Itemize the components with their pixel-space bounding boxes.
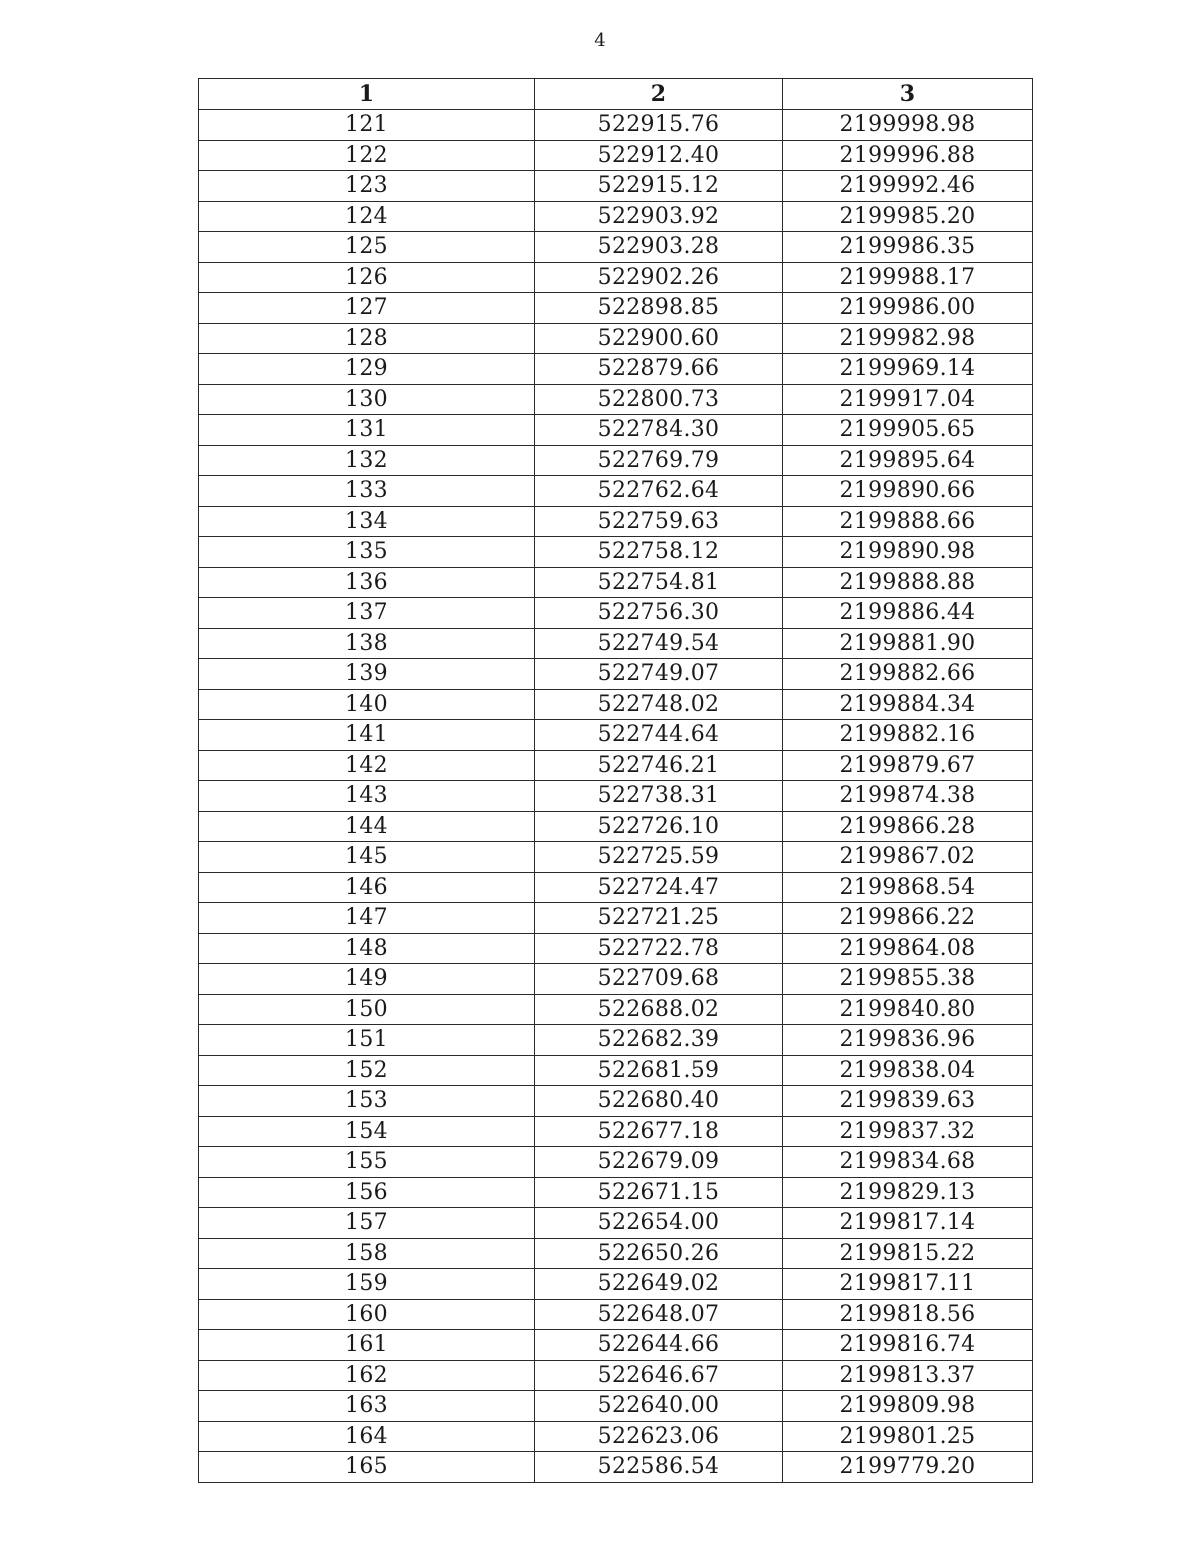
x-coordinate-cell: 522709.68 [535, 964, 783, 995]
y-coordinate-cell: 2199890.98 [783, 537, 1033, 568]
x-coordinate-cell: 522915.76 [535, 110, 783, 141]
y-coordinate-cell: 2199817.11 [783, 1269, 1033, 1300]
x-coordinate-cell: 522738.31 [535, 781, 783, 812]
point-number-cell: 132 [199, 445, 535, 476]
y-coordinate-cell: 2199881.90 [783, 628, 1033, 659]
table-row [199, 811, 1033, 842]
x-coordinate-cell: 522758.12 [535, 537, 783, 568]
y-coordinate-cell: 2199817.14 [783, 1208, 1033, 1239]
coordinates-table-container [198, 78, 1032, 1483]
y-coordinate-cell: 2199815.22 [783, 1238, 1033, 1269]
x-coordinate-cell: 522724.47 [535, 872, 783, 903]
x-coordinate-cell: 522754.81 [535, 567, 783, 598]
y-coordinate-cell: 2199809.98 [783, 1391, 1033, 1422]
table-row [199, 293, 1033, 324]
y-coordinate-cell: 2199998.98 [783, 110, 1033, 141]
x-coordinate-cell: 522644.66 [535, 1330, 783, 1361]
x-coordinate-cell: 522650.26 [535, 1238, 783, 1269]
x-coordinate-cell: 522903.28 [535, 232, 783, 263]
table-row [199, 842, 1033, 873]
table-row [199, 1177, 1033, 1208]
point-number-cell: 124 [199, 201, 535, 232]
x-coordinate-cell: 522677.18 [535, 1116, 783, 1147]
point-number-cell: 162 [199, 1360, 535, 1391]
y-coordinate-cell: 2199864.08 [783, 933, 1033, 964]
y-coordinate-cell: 2199868.54 [783, 872, 1033, 903]
y-coordinate-cell: 2199890.66 [783, 476, 1033, 507]
x-coordinate-cell: 522722.78 [535, 933, 783, 964]
y-coordinate-cell: 2199866.22 [783, 903, 1033, 934]
table-row [199, 1330, 1033, 1361]
point-number-cell: 130 [199, 384, 535, 415]
point-number-cell: 153 [199, 1086, 535, 1117]
x-coordinate-cell: 522912.40 [535, 140, 783, 171]
table-row [199, 140, 1033, 171]
point-number-cell: 127 [199, 293, 535, 324]
point-number-cell: 123 [199, 171, 535, 202]
y-coordinate-cell: 2199818.56 [783, 1299, 1033, 1330]
table-row [199, 933, 1033, 964]
point-number-cell: 146 [199, 872, 535, 903]
x-coordinate-cell: 522725.59 [535, 842, 783, 873]
table-row [199, 903, 1033, 934]
y-coordinate-cell: 2199986.35 [783, 232, 1033, 263]
table-row [199, 1055, 1033, 1086]
table-row [199, 1116, 1033, 1147]
point-number-cell: 131 [199, 415, 535, 446]
table-row [199, 1421, 1033, 1452]
table-row [199, 872, 1033, 903]
y-coordinate-cell: 2199884.34 [783, 689, 1033, 720]
x-coordinate-cell: 522784.30 [535, 415, 783, 446]
y-coordinate-cell: 2199837.32 [783, 1116, 1033, 1147]
y-coordinate-cell: 2199882.66 [783, 659, 1033, 690]
x-coordinate-cell: 522879.66 [535, 354, 783, 385]
point-number-cell: 129 [199, 354, 535, 385]
point-number-cell: 163 [199, 1391, 535, 1422]
y-coordinate-cell: 2199988.17 [783, 262, 1033, 293]
x-coordinate-cell: 522902.26 [535, 262, 783, 293]
x-coordinate-cell: 522671.15 [535, 1177, 783, 1208]
y-coordinate-cell: 2199879.67 [783, 750, 1033, 781]
y-coordinate-cell: 2199839.63 [783, 1086, 1033, 1117]
x-coordinate-cell: 522759.63 [535, 506, 783, 537]
table-row [199, 1238, 1033, 1269]
point-number-cell: 126 [199, 262, 535, 293]
x-coordinate-cell: 522649.02 [535, 1269, 783, 1300]
point-number-cell: 144 [199, 811, 535, 842]
column-header-3: 3 [783, 79, 1033, 110]
table-body [199, 110, 1033, 1483]
table-row [199, 445, 1033, 476]
y-coordinate-cell: 2199895.64 [783, 445, 1033, 476]
point-number-cell: 140 [199, 689, 535, 720]
table-row [199, 750, 1033, 781]
x-coordinate-cell: 522681.59 [535, 1055, 783, 1086]
x-coordinate-cell: 522679.09 [535, 1147, 783, 1178]
x-coordinate-cell: 522640.00 [535, 1391, 783, 1422]
point-number-cell: 148 [199, 933, 535, 964]
table-row [199, 201, 1033, 232]
point-number-cell: 154 [199, 1116, 535, 1147]
x-coordinate-cell: 522680.40 [535, 1086, 783, 1117]
table-row [199, 506, 1033, 537]
column-header-2: 2 [535, 79, 783, 110]
point-number-cell: 164 [199, 1421, 535, 1452]
point-number-cell: 138 [199, 628, 535, 659]
table-row [199, 1452, 1033, 1483]
table-row [199, 567, 1033, 598]
x-coordinate-cell: 522688.02 [535, 994, 783, 1025]
table-row [199, 1025, 1033, 1056]
y-coordinate-cell: 2199855.38 [783, 964, 1033, 995]
y-coordinate-cell: 2199992.46 [783, 171, 1033, 202]
point-number-cell: 128 [199, 323, 535, 354]
point-number-cell: 145 [199, 842, 535, 873]
table-row [199, 994, 1033, 1025]
y-coordinate-cell: 2199829.13 [783, 1177, 1033, 1208]
point-number-cell: 155 [199, 1147, 535, 1178]
point-number-cell: 150 [199, 994, 535, 1025]
x-coordinate-cell: 522682.39 [535, 1025, 783, 1056]
table-row [199, 232, 1033, 263]
column-header-1: 1 [199, 79, 535, 110]
x-coordinate-cell: 522746.21 [535, 750, 783, 781]
y-coordinate-cell: 2199969.14 [783, 354, 1033, 385]
y-coordinate-cell: 2199866.28 [783, 811, 1033, 842]
point-number-cell: 165 [199, 1452, 535, 1483]
table-row [199, 598, 1033, 629]
y-coordinate-cell: 2199985.20 [783, 201, 1033, 232]
y-coordinate-cell: 2199813.37 [783, 1360, 1033, 1391]
table-row [199, 1208, 1033, 1239]
table-row [199, 262, 1033, 293]
table-row [199, 110, 1033, 141]
table-row [199, 628, 1033, 659]
page-number: 4 [594, 30, 606, 51]
table-row [199, 1391, 1033, 1422]
point-number-cell: 122 [199, 140, 535, 171]
point-number-cell: 134 [199, 506, 535, 537]
x-coordinate-cell: 522769.79 [535, 445, 783, 476]
table-row [199, 781, 1033, 812]
table-row [199, 354, 1033, 385]
y-coordinate-cell: 2199834.68 [783, 1147, 1033, 1178]
y-coordinate-cell: 2199996.88 [783, 140, 1033, 171]
table-row [199, 415, 1033, 446]
y-coordinate-cell: 2199836.96 [783, 1025, 1033, 1056]
table-row [199, 964, 1033, 995]
x-coordinate-cell: 522749.54 [535, 628, 783, 659]
x-coordinate-cell: 522898.85 [535, 293, 783, 324]
point-number-cell: 139 [199, 659, 535, 690]
table-row [199, 537, 1033, 568]
y-coordinate-cell: 2199816.74 [783, 1330, 1033, 1361]
coordinates-table [198, 78, 1033, 1483]
x-coordinate-cell: 522800.73 [535, 384, 783, 415]
y-coordinate-cell: 2199888.66 [783, 506, 1033, 537]
table-row [199, 323, 1033, 354]
y-coordinate-cell: 2199886.44 [783, 598, 1033, 629]
point-number-cell: 142 [199, 750, 535, 781]
point-number-cell: 141 [199, 720, 535, 751]
table-row [199, 171, 1033, 202]
point-number-cell: 143 [199, 781, 535, 812]
x-coordinate-cell: 522915.12 [535, 171, 783, 202]
x-coordinate-cell: 522903.92 [535, 201, 783, 232]
table-row [199, 384, 1033, 415]
point-number-cell: 156 [199, 1177, 535, 1208]
table-row [199, 476, 1033, 507]
point-number-cell: 151 [199, 1025, 535, 1056]
point-number-cell: 161 [199, 1330, 535, 1361]
point-number-cell: 121 [199, 110, 535, 141]
point-number-cell: 147 [199, 903, 535, 934]
point-number-cell: 157 [199, 1208, 535, 1239]
point-number-cell: 159 [199, 1269, 535, 1300]
y-coordinate-cell: 2199840.80 [783, 994, 1033, 1025]
table-row [199, 1299, 1033, 1330]
y-coordinate-cell: 2199917.04 [783, 384, 1033, 415]
y-coordinate-cell: 2199867.02 [783, 842, 1033, 873]
x-coordinate-cell: 522726.10 [535, 811, 783, 842]
point-number-cell: 135 [199, 537, 535, 568]
x-coordinate-cell: 522721.25 [535, 903, 783, 934]
table-row [199, 1269, 1033, 1300]
y-coordinate-cell: 2199888.88 [783, 567, 1033, 598]
x-coordinate-cell: 522586.54 [535, 1452, 783, 1483]
x-coordinate-cell: 522756.30 [535, 598, 783, 629]
y-coordinate-cell: 2199801.25 [783, 1421, 1033, 1452]
point-number-cell: 160 [199, 1299, 535, 1330]
x-coordinate-cell: 522748.02 [535, 689, 783, 720]
x-coordinate-cell: 522762.64 [535, 476, 783, 507]
x-coordinate-cell: 522654.00 [535, 1208, 783, 1239]
x-coordinate-cell: 522744.64 [535, 720, 783, 751]
point-number-cell: 133 [199, 476, 535, 507]
x-coordinate-cell: 522900.60 [535, 323, 783, 354]
table-row [199, 689, 1033, 720]
table-row [199, 659, 1033, 690]
point-number-cell: 152 [199, 1055, 535, 1086]
table-row [199, 720, 1033, 751]
y-coordinate-cell: 2199779.20 [783, 1452, 1033, 1483]
y-coordinate-cell: 2199986.00 [783, 293, 1033, 324]
point-number-cell: 149 [199, 964, 535, 995]
x-coordinate-cell: 522749.07 [535, 659, 783, 690]
y-coordinate-cell: 2199982.98 [783, 323, 1033, 354]
point-number-cell: 137 [199, 598, 535, 629]
x-coordinate-cell: 522646.67 [535, 1360, 783, 1391]
table-row [199, 1360, 1033, 1391]
y-coordinate-cell: 2199874.38 [783, 781, 1033, 812]
y-coordinate-cell: 2199882.16 [783, 720, 1033, 751]
table-row [199, 1086, 1033, 1117]
point-number-cell: 158 [199, 1238, 535, 1269]
y-coordinate-cell: 2199838.04 [783, 1055, 1033, 1086]
point-number-cell: 136 [199, 567, 535, 598]
x-coordinate-cell: 522623.06 [535, 1421, 783, 1452]
point-number-cell: 125 [199, 232, 535, 263]
table-row [199, 1147, 1033, 1178]
table-header-row [199, 79, 1033, 110]
y-coordinate-cell: 2199905.65 [783, 415, 1033, 446]
x-coordinate-cell: 522648.07 [535, 1299, 783, 1330]
